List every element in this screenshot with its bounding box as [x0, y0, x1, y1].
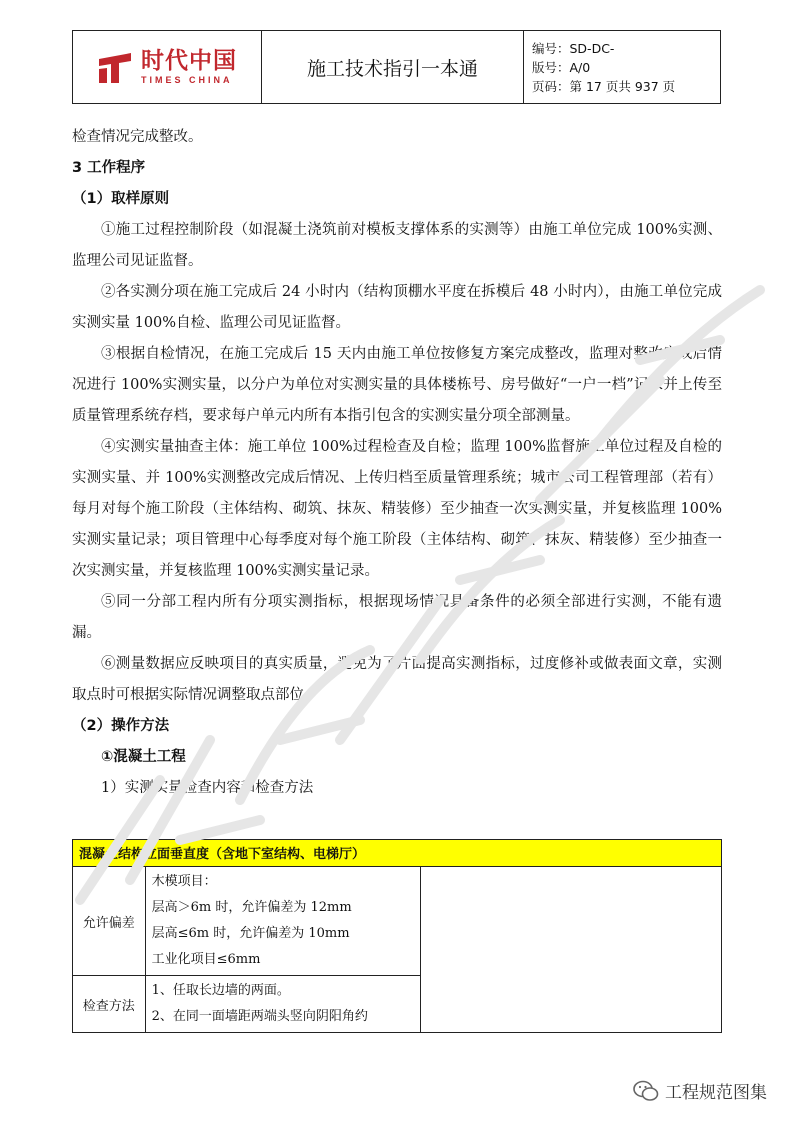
logo-english-name: TIMES CHINA	[141, 75, 233, 85]
content-line: 层高＞6m 时，允许偏差为 12mm	[151, 900, 352, 915]
row-label: 检查方法	[73, 976, 146, 1033]
page-header	[72, 30, 721, 104]
times-china-logo-icon	[97, 49, 133, 85]
row-content	[145, 867, 420, 976]
paragraph: ①施工过程控制阶段（如混凝土浇筑前对模板支撑体系的实测等）由施工单位完成 100%实测、监理公司见证监督。	[72, 222, 722, 269]
content-line: 层高≤6m 时，允许偏差为 10mm	[151, 926, 350, 941]
wechat-icon	[633, 1080, 659, 1102]
section-heading: 3 工作程序	[72, 160, 146, 176]
paragraph: ②各实测分项在施工完成后 24 小时内（结构顶棚水平度在拆模后 48 小时内），由施工单位完成实测实量 100%自检、监理公司见证监督。	[72, 284, 722, 331]
item-heading-concrete: ①混凝土工程	[101, 749, 186, 765]
logo-chinese-name: 时代中国	[141, 48, 237, 74]
document-code: 编号：SD-DC-	[532, 40, 615, 56]
paragraph: ⑥测量数据应反映项目的真实质量，避免为了片面提高实测指标，过度修补或做表面文章，实测取点时可根据实际情况调整取点部位。	[72, 656, 722, 703]
row-content	[145, 976, 420, 1033]
content-line: 工业化项目≤6mm	[151, 952, 261, 967]
paragraph: ⑤同一分部工程内所有分项实测指标，根据现场情况具备条件的必须全部进行实测，不能有遗漏。	[72, 594, 722, 641]
subsection-heading-sampling: （1）取样原则	[72, 191, 170, 207]
content-line: 2、在同一面墙距两端头竖向阴阳角约	[151, 1009, 368, 1024]
table-caption: 1）实测实量检查内容和检查方法	[101, 780, 314, 796]
footer-brand-name: 工程规范图集	[665, 1083, 767, 1103]
document-version: 版号：A/0	[532, 59, 591, 75]
document-meta	[524, 31, 720, 103]
page-number: 页码：第 17 页共 937 页	[532, 78, 676, 94]
footer-brand	[633, 1078, 767, 1103]
inspection-table	[72, 839, 722, 1033]
row-label: 允许偏差	[73, 867, 146, 976]
subsection-heading-method: （2）操作方法	[72, 718, 170, 734]
empty-cell	[421, 867, 722, 1033]
continuation-text: 检查情况完成整改。	[72, 129, 203, 145]
document-title: 施工技术指引一本通	[262, 31, 524, 103]
paragraph: ④实测实量抽查主体：施工单位 100%过程检查及自检；监理 100%监督施工单位过程及自检的实测实量、并 100%实测整改完成后情况、上传归档至质量管理系统；城市公司工程管理部（若有）每月对每个施工阶段（主体结构、砌筑、抹灰、精装修）至少抽查一次实测实量，并复核监理 100%实测实量记录；项目管理中心每季度对每个施工阶段（主体结构、砌筑、抹灰、精装修）至少抽查一次实测实量，并复核监理 100%实测实量记录。	[72, 439, 722, 579]
paragraph: ③根据自检情况，在施工完成后 15 天内由施工单位按修复方案完成整改，监理对整改完成后情况进行 100%实测实量，以分户为单位对实测实量的具体楼栋号、房号做好“一户一档”记录并上传至质量管理系统存档，要求每户单元内所有本指引包含的实测实量分项全部测量。	[72, 346, 722, 424]
content-line: 1、任取长边墙的两面。	[151, 983, 290, 998]
table-row	[73, 867, 722, 976]
company-logo	[73, 31, 262, 103]
content-line: 木模项目：	[151, 874, 217, 889]
document-body	[72, 122, 722, 804]
table-header: 混凝土结构立面垂直度（含地下室结构、电梯厅）	[73, 840, 722, 867]
